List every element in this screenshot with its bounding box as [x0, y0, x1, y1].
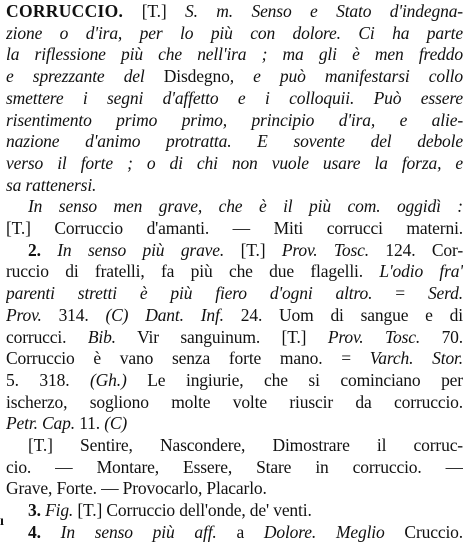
entry-line-15: Prov. 314. (C) Dant. Inf. 24. Uom di sangue e di	[6, 304, 463, 325]
entry-line-12: 2. In senso più grave. [T.] Prov. Tosc. 124. Cor-	[28, 239, 463, 260]
headword: CORRUCCIO.	[6, 1, 124, 21]
margin-mark: ı	[0, 514, 4, 529]
entry-line-25: 4. In senso più aff. a Dolore. Meglio Cruccio.	[28, 521, 463, 542]
entry-line-13: ruccio di fratelli, fa più che due flagelli. L'odio fra'	[6, 261, 463, 282]
entry-line-21: [T.] Sentire, Nascondere, Dimostrare il corruc-	[28, 435, 463, 456]
entry-line-17: Corruccio è vano senza forte mano. = Varch. Stor.	[6, 348, 463, 369]
entry-line-6: risentimento primo primo, principio d'ira, e alie-	[6, 109, 463, 130]
entry-line-10: In senso men grave, che è il più com. oggidì :	[28, 196, 463, 217]
entry-line-23: Grave, Forte. — Provocarlo, Placarlo.	[6, 478, 267, 499]
entry-line-3: la riflessione più che nell'ira ; ma gli è men freddo	[6, 44, 463, 65]
entry-line-7: nazione d'animo protratta. E sovente del debole	[6, 131, 463, 152]
entry-line-5: smettere i segni d'affetto e i colloquii. Può essere	[6, 87, 463, 108]
entry-line-14: parenti stretti è più fiero d'ogni altro. = Serd.	[6, 283, 463, 304]
entry-line-9: sa rattenersi.	[6, 174, 97, 195]
entry-line-19: ischerzo, sogliono molte volte riuscir da corruccio.	[6, 391, 463, 412]
entry-line-24: 3. Fig. [T.] Corruccio dell'onde, de' venti.	[28, 500, 312, 521]
entry-line-20: Petr. Cap. 11. (C)	[6, 413, 128, 434]
entry-line-1: CORRUCCIO. [T.] S. m. Senso e Stato d'indegna-	[6, 1, 463, 21]
entry-line-18: 5. 318. (Gh.) Le ingiurie, che si cominciano per	[6, 369, 463, 390]
entry-line-22: cio. — Montare, Essere, Stare in corruccio. —	[6, 456, 463, 477]
entry-line-4: e sprezzante del Disdegno, e può manifestarsi collo	[6, 66, 463, 87]
entry-line-8: verso il forte ; o di chi non vuole usare la forza, e	[6, 152, 463, 173]
entry-line-11: [T.] Corruccio d'amanti. — Miti corrucci materni.	[6, 218, 463, 239]
entry-line-16: corrucci. Bib. Vir sanguinum. [T.] Prov. Tosc. 70.	[6, 326, 463, 347]
entry-line-2: zione o d'ira, per lo più con dolore. Ci ha parte	[6, 22, 463, 43]
